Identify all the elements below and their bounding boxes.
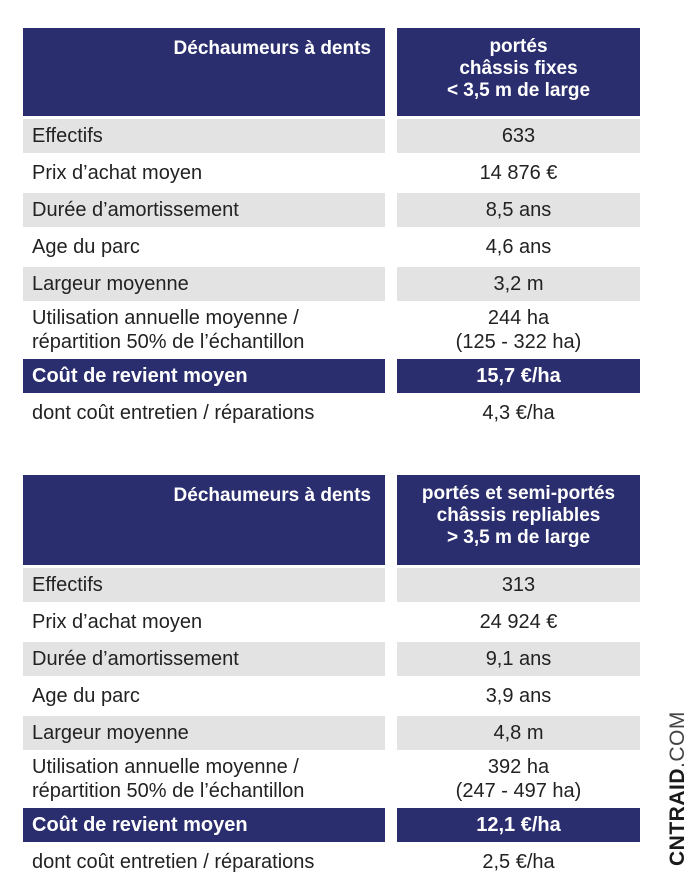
header-category bbox=[397, 28, 640, 116]
row-label-line: Utilisation annuelle moyenne / bbox=[32, 756, 299, 778]
watermark-domain: .COM bbox=[666, 711, 689, 768]
row-value-line: (125 - 322 ha) bbox=[455, 331, 582, 353]
table-row bbox=[23, 119, 640, 153]
row-label: Prix d’achat moyen bbox=[23, 605, 385, 639]
table-row bbox=[23, 605, 640, 639]
table-row bbox=[23, 304, 640, 356]
table-row bbox=[23, 267, 640, 301]
header-machine-type: Déchaumeurs à dents bbox=[23, 475, 385, 565]
header-category-line: < 3,5 m de large bbox=[446, 80, 591, 101]
row-label: dont coût entretien / réparations bbox=[23, 845, 385, 879]
row-label-line: répartition 50% de l’échantillon bbox=[32, 780, 305, 802]
table-row bbox=[23, 716, 640, 750]
row-value: 313 bbox=[397, 568, 640, 602]
table-row bbox=[23, 156, 640, 190]
row-label: Effectifs bbox=[23, 119, 385, 153]
row-value: 2,5 €/ha bbox=[397, 845, 640, 879]
table-row bbox=[23, 845, 640, 879]
row-label-line: Utilisation annuelle moyenne / bbox=[32, 307, 299, 329]
table-row bbox=[23, 679, 640, 713]
row-value: 14 876 € bbox=[397, 156, 640, 190]
row-label: Prix d’achat moyen bbox=[23, 156, 385, 190]
table-row bbox=[23, 642, 640, 676]
watermark-logo bbox=[666, 711, 690, 866]
header-category-line: portés et semi-portés bbox=[421, 483, 616, 504]
header-machine-type: Déchaumeurs à dents bbox=[23, 28, 385, 116]
row-label: Largeur moyenne bbox=[23, 716, 385, 750]
row-value-line: 392 ha bbox=[487, 756, 550, 778]
row-value: 24 924 € bbox=[397, 605, 640, 639]
row-value: 3,2 m bbox=[397, 267, 640, 301]
header-category-line: châssis repliables bbox=[436, 505, 601, 526]
row-value bbox=[397, 753, 640, 805]
row-label: Coût de revient moyen bbox=[23, 359, 385, 393]
header-category-line: > 3,5 m de large bbox=[446, 527, 591, 548]
cost-table-folding-chassis bbox=[23, 475, 640, 879]
table-header bbox=[23, 475, 640, 565]
row-label: Effectifs bbox=[23, 568, 385, 602]
row-label: dont coût entretien / réparations bbox=[23, 396, 385, 430]
row-label: Durée d’amortissement bbox=[23, 642, 385, 676]
row-value-line: 244 ha bbox=[487, 307, 550, 329]
row-value: 4,6 ans bbox=[397, 230, 640, 264]
row-label bbox=[23, 753, 385, 805]
row-value bbox=[397, 304, 640, 356]
row-label: Coût de revient moyen bbox=[23, 808, 385, 842]
row-value: 3,9 ans bbox=[397, 679, 640, 713]
table-row-highlight bbox=[23, 359, 640, 393]
table-row bbox=[23, 568, 640, 602]
row-label-line: répartition 50% de l’échantillon bbox=[32, 331, 305, 353]
row-value: 8,5 ans bbox=[397, 193, 640, 227]
cost-table-fixed-chassis bbox=[23, 28, 640, 430]
row-value: 4,8 m bbox=[397, 716, 640, 750]
header-category-line: portés bbox=[489, 36, 548, 57]
row-value: 633 bbox=[397, 119, 640, 153]
table-row bbox=[23, 753, 640, 805]
row-value: 15,7 €/ha bbox=[397, 359, 640, 393]
table-header bbox=[23, 28, 640, 116]
table-row-highlight bbox=[23, 808, 640, 842]
row-label bbox=[23, 304, 385, 356]
row-value: 9,1 ans bbox=[397, 642, 640, 676]
row-value: 4,3 €/ha bbox=[397, 396, 640, 430]
table-row bbox=[23, 193, 640, 227]
watermark-brand: CNTRAID bbox=[666, 768, 689, 866]
row-value: 12,1 €/ha bbox=[397, 808, 640, 842]
table-row bbox=[23, 396, 640, 430]
row-label: Largeur moyenne bbox=[23, 267, 385, 301]
header-category bbox=[397, 475, 640, 565]
row-label: Age du parc bbox=[23, 230, 385, 264]
table-row bbox=[23, 230, 640, 264]
row-label: Durée d’amortissement bbox=[23, 193, 385, 227]
row-label: Age du parc bbox=[23, 679, 385, 713]
header-category-line: châssis fixes bbox=[459, 58, 578, 79]
row-value-line: (247 - 497 ha) bbox=[455, 780, 582, 802]
